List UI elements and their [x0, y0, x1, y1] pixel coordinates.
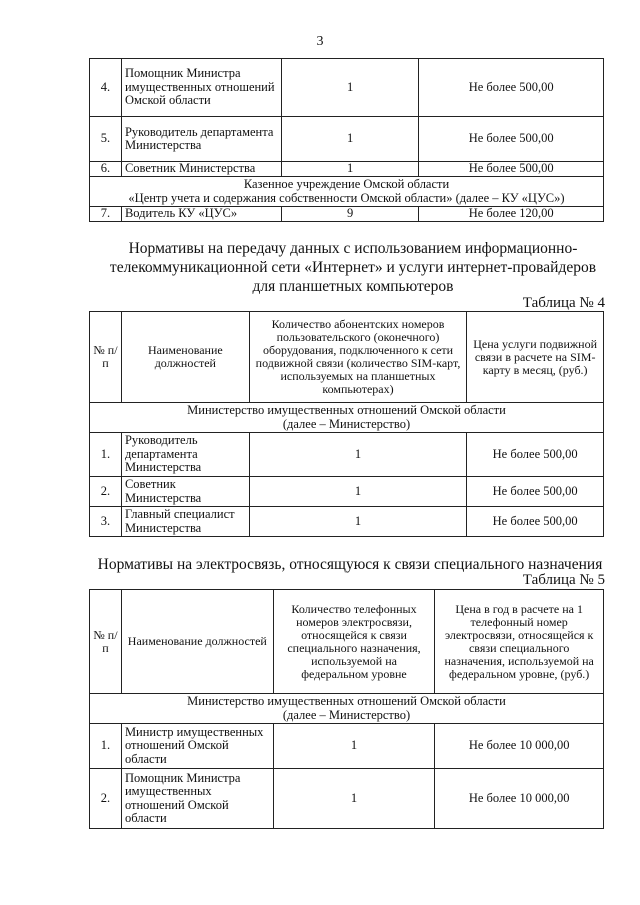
- table-row: [90, 162, 604, 177]
- quantity: 1: [281, 59, 419, 117]
- price: Не более 500,00: [467, 433, 604, 477]
- price: Не более 500,00: [419, 162, 604, 177]
- price: Не более 500,00: [467, 477, 604, 507]
- group-line-2: «Центр учета и содержания собственности Омской области» (далее – КУ «ЦУС»): [128, 190, 565, 205]
- group-line-2: (далее – Министерство): [282, 707, 411, 722]
- position-name: Главный специалист Министерства: [121, 507, 249, 537]
- table-5: [89, 589, 604, 829]
- price: Не более 120,00: [419, 207, 604, 222]
- table-row: [90, 724, 604, 769]
- position-name: Советник Министерства: [121, 162, 281, 177]
- group-line-1: Министерство имущественных отношений Омской области: [187, 403, 506, 417]
- header-position: Наименование должностей: [121, 312, 249, 403]
- price: Не более 10 000,00: [435, 769, 604, 829]
- group-row: [90, 694, 604, 724]
- table-row: [90, 117, 604, 162]
- group-row: [90, 403, 604, 433]
- position-name: Помощник Министра имущественных отношений Омской области: [121, 59, 281, 117]
- table-row: [90, 477, 604, 507]
- row-number: 2.: [90, 477, 122, 507]
- header-position: Наименование должностей: [121, 590, 273, 694]
- row-number: 5.: [90, 117, 122, 162]
- row-number: 1.: [90, 724, 122, 769]
- table-row: [90, 207, 604, 222]
- row-number: 6.: [90, 162, 122, 177]
- price: Не более 500,00: [419, 117, 604, 162]
- price: Не более 10 000,00: [435, 724, 604, 769]
- table-row: [90, 769, 604, 829]
- table-4-label: Таблица № 4: [522, 295, 605, 311]
- quantity: 9: [281, 207, 419, 222]
- group-header: [90, 177, 604, 207]
- table-row: [90, 507, 604, 537]
- group-header: [90, 694, 604, 724]
- position-name: Водитель КУ «ЦУС»: [121, 207, 281, 222]
- table-3: [89, 58, 604, 222]
- table-4: [89, 311, 604, 537]
- header-price: Цена в год в расчете на 1 телефонный номер электросвязи, относящейся к связи специального назначения, используемой на федеральном уровне, (руб.): [435, 590, 604, 694]
- group-line-2: (далее – Министерство): [282, 416, 411, 431]
- row-number: 7.: [90, 207, 122, 222]
- section-5-heading: Нормативы на электросвязь, относящуюся к связи специального назначения: [97, 556, 603, 573]
- position-name: Руководитель департамента Министерства: [121, 117, 281, 162]
- header-quantity: Количество телефонных номеров электросвязи, относящейся к связи специального назначения, используемой на федеральном уровне: [273, 590, 435, 694]
- row-number: 3.: [90, 507, 122, 537]
- group-row: [90, 177, 604, 207]
- position-name: Руководитель департамента Министерства: [121, 433, 249, 477]
- row-number: 4.: [90, 59, 122, 117]
- price: Не более 500,00: [419, 59, 604, 117]
- header-price: Цена услуги подвижной связи в расчете на SIM-карту в месяц, (руб.): [467, 312, 604, 403]
- table-5-label: Таблица № 5: [522, 572, 605, 588]
- group-header: [90, 403, 604, 433]
- group-line-1: Министерство имущественных отношений Омской области: [187, 694, 506, 708]
- header-row: [90, 590, 604, 694]
- header-quantity: Количество абонентских номеров пользовательского (оконечного) оборудования, подключенного к сети подвижной связи (количество SIM-карт, используемых на планшетных компьютерах): [249, 312, 467, 403]
- position-name: Советник Министерства: [121, 477, 249, 507]
- quantity: 1: [273, 724, 435, 769]
- position-name: Министр имущественных отношений Омской области: [121, 724, 273, 769]
- page-number: 3: [316, 34, 324, 49]
- header-number: № п/п: [90, 312, 122, 403]
- quantity: 1: [249, 507, 467, 537]
- price: Не более 500,00: [467, 507, 604, 537]
- row-number: 1.: [90, 433, 122, 477]
- section-4-heading: Нормативы на передачу данных с использованием информационно-телекоммуникационной сети «Интернет» и услуги интернет-провайдеров для планшетных компьютеров: [109, 240, 597, 295]
- table-row: [90, 433, 604, 477]
- quantity: 1: [281, 117, 419, 162]
- quantity: 1: [249, 477, 467, 507]
- quantity: 1: [249, 433, 467, 477]
- row-number: 2.: [90, 769, 122, 829]
- quantity: 1: [273, 769, 435, 829]
- table-row: [90, 59, 604, 117]
- quantity: 1: [281, 162, 419, 177]
- group-line-1: Казенное учреждение Омской области: [243, 177, 450, 191]
- position-name: Помощник Министра имущественных отношений Омской области: [121, 769, 273, 829]
- header-row: [90, 312, 604, 403]
- header-number: № п/п: [90, 590, 122, 694]
